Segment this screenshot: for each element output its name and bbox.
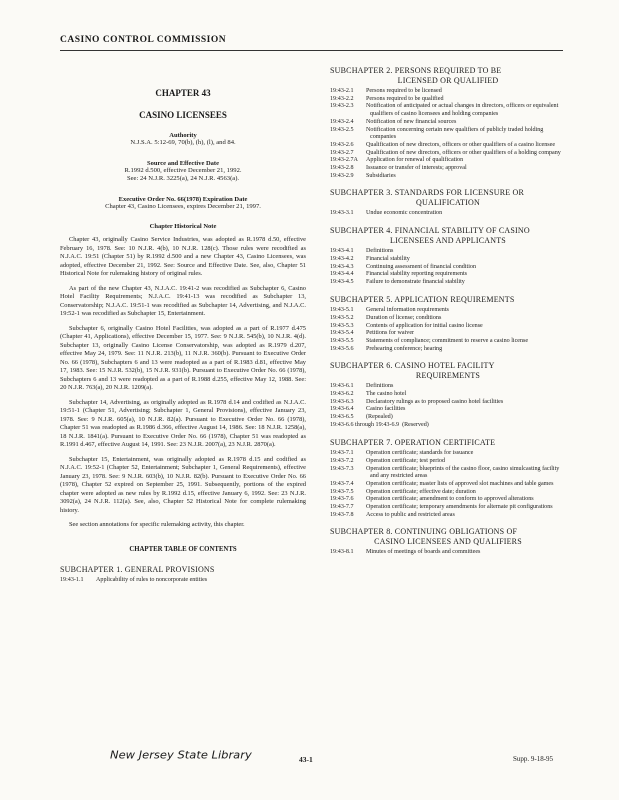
toc-entry [330, 119, 566, 127]
history-heading: Chapter Historical Note [149, 223, 217, 231]
section-title: Undue economic concentration [366, 210, 443, 217]
source-line: R.1992 d.500, effective December 21, 1992. [124, 166, 242, 174]
section-number: 19:43-7.3 [330, 465, 354, 472]
section-title: Operation certificate; temporary amendments for alternate pit configurations [366, 504, 553, 511]
toc-entry [330, 248, 566, 256]
subchapter-heading [330, 226, 566, 245]
section-number: 19:43-5.4 [330, 330, 354, 337]
chapter-title: CASINO LICENSEES [139, 110, 227, 120]
section-number: 19:43-7.8 [330, 511, 354, 518]
history-paragraph: Subchapter 15, Entertainment, was originally adopted as R.1978 d.15 and codified as N.J.A.C. 19:52-1 (Chapter 52, Entertainment; Subchapter 1, General Requirements), effective January 23, 1978. See: 9 N.J.R. 603(b), 10 N.J.R. 82(b). Pursuant to Executive Order No. 66 (1978), Chapter 52 expired on September 25, 1991. Subsequently, portions of the expired chapter were adopted as new rules by R.1992 d.15, effective January 6, 1992. See: 23 N.J.R. 3092(a), 24 N.J.R. 112(a). See, also, Chapter 52 Historical Note for complete rulemaking history. [60, 455, 306, 514]
exec-order-heading: Executive Order No. 66(1978) Expiration Date [118, 195, 248, 203]
toc-entries [60, 577, 306, 585]
toc-heading: CHAPTER TABLE OF CONTENTS [129, 545, 237, 553]
section-title: Petitions for waiver [366, 330, 415, 337]
subchapter-heading-line: SUBCHAPTER 3. STANDARDS FOR LICENSURE OR [330, 188, 525, 198]
subchapter-heading-line: LICENSED OR QUALIFIED [397, 75, 499, 85]
section-title: Prehearing conference; hearing [366, 345, 443, 352]
toc-entries [330, 307, 566, 353]
toc-entry [330, 279, 566, 287]
toc-entries [330, 88, 566, 180]
section-title: Persons required to be licensed [366, 88, 442, 94]
toc-entry [330, 496, 566, 504]
section-title: General information requirements [366, 307, 449, 314]
section-title: Statements of compliance; commitment to reserve a casino license [366, 337, 529, 344]
section-title: (Repealed) [366, 414, 393, 421]
subchapter-heading-line: SUBCHAPTER 7. OPERATION CERTIFICATE [330, 437, 496, 447]
subchapter-heading-line: SUBCHAPTER 6. CASINO HOTEL FACILITY [330, 361, 495, 371]
section-number: 19:43-6.4 [330, 406, 354, 413]
section-number: 19:43-6.5 [330, 414, 354, 421]
section-number: 19:43-2.1 [330, 88, 354, 94]
section-number: 19:43-6.6 through 19:43-6.9 [330, 421, 400, 428]
subchapter-heading-line: LICENSEES AND APPLICANTS [390, 235, 506, 245]
section-number: 19:43-8.1 [330, 549, 354, 556]
page-number: 43-1 [299, 755, 313, 764]
subchapter-heading [60, 565, 306, 575]
toc-entry [330, 315, 566, 323]
section-number: 19:43-2.7A [330, 157, 358, 164]
toc-entry [330, 307, 566, 315]
subchapter-heading-line: SUBCHAPTER 4. FINANCIAL STABILITY OF CASINO [330, 226, 530, 236]
section-title: Operation certificate; test period [366, 457, 446, 464]
subchapter-heading [330, 361, 566, 380]
section-number: 19:43-5.6 [330, 345, 354, 352]
toc-entry [330, 450, 566, 458]
section-number: 19:43-7.2 [330, 457, 354, 464]
section-number: 19:43-4.5 [330, 278, 354, 285]
toc-entry [330, 466, 566, 481]
section-title: Continuing assessment of financial condition [366, 263, 477, 270]
supplement-date: Supp. 9-18-95 [513, 755, 554, 763]
section-title: Operation certificate; master lists of approved slot machines and table games [366, 480, 554, 487]
section-number: 19:43-6.1 [330, 383, 354, 390]
toc-entry [330, 165, 566, 173]
section-title: Operation certificate; effective date; duration [366, 488, 476, 495]
header-rule [60, 50, 563, 51]
section-title: Financial stability [366, 255, 410, 262]
toc-entry [330, 504, 566, 512]
section-title: Operation certificate; standards for issuance [366, 450, 474, 457]
subchapter-heading [330, 295, 566, 305]
toc-entries [330, 383, 566, 429]
history-paragraph: Subchapter 6, originally Casino Hotel Facilities, was adopted as a part of R.1977 d.475 (Chapter 41, Applications), effective December 15, 1977. See: 9 N.J.R. 545(b), 10 N.J.R. 4(d). Subchapter 13, originally Casino License Conservatorship, was adopted as R.1979 d.207, effective May 24, 1979. See: 11 N.J.R. 213(b), 11 N.J.R. 360(b). Pursuant to Executive Order No. 66 (1978), Subchapters 6 and 13 were readopted as a part of R.1983 d.81, effective May 17, 1983. See: 15 N.J.R. 532(b), 15 N.J.R. 931(b). Pursuant to Executive Order No. 66 (1978), Subchapters 6 and 13 were readopted as a part of R.1988 d.255, effective May 12, 1988. See: 20 N.J.R. 763(a), 20 N.J.R. 1209(a). [60, 324, 306, 392]
toc-entry [330, 157, 566, 165]
section-number: 19:43-2.5 [330, 126, 354, 133]
section-title: Contents of application for initial casino license [366, 322, 483, 329]
section-title: Application for renewal of qualification [366, 157, 464, 164]
section-title: Subsidiaries [366, 172, 396, 179]
section-title: Qualification of new directors, officers or other qualifiers of a holding company [366, 149, 561, 156]
section-number: 19:43-1.1 [60, 577, 84, 584]
toc-entry [330, 481, 566, 489]
section-title: Notification concerning certain new qualifiers of publicly traded holding companies [366, 126, 544, 141]
section-number: 19:43-2.8 [330, 165, 354, 172]
section-title: Operation certificate; amendment to conform to approved alterations [366, 496, 534, 503]
section-title: Issuance or transfer of interests; approval [366, 165, 467, 172]
section-title: Access to public and restricted areas [366, 511, 455, 518]
section-title: Applicability of rules to noncorporate entities [96, 577, 208, 584]
subchapter-heading [330, 438, 566, 448]
section-title: Casino facilities [366, 406, 406, 413]
section-number: 19:43-5.3 [330, 322, 354, 329]
section-number: 19:43-2.4 [330, 118, 354, 125]
subchapter-heading-line: CASINO LICENSEES AND QUALIFIERS [374, 536, 522, 546]
section-number: 19:43-4.4 [330, 271, 354, 278]
section-title: Definitions [366, 248, 394, 255]
subchapter-heading-line: SUBCHAPTER 2. PERSONS REQUIRED TO BE [330, 66, 502, 75]
section-title: Duration of license; conditions [366, 314, 442, 321]
history-paragraph: Chapter 43, originally Casino Service Industries, was adopted as R.1978 d.50, effective February 16, 1978. See: 10 N.J.R. 4(b), 10 N.J.R. 128(c). Those rules were recodified as N.J.A.C. 19:51 (Chapter 51) by R.1992 d.500 and a new Chapter 43, Casino Licensees, was adopted, effective December 21, 1992. See: Source and Effective Date. See, also, Chapter 51 Historical Note for rulemaking history of original rules. [60, 236, 306, 278]
toc-entry [330, 458, 566, 466]
section-title: Notification of anticipated or actual changes in directors, officers or equivalent qualifiers of casino licensees and holding companies [366, 103, 559, 118]
subchapter-heading-line: SUBCHAPTER 1. GENERAL PROVISIONS [60, 564, 215, 574]
section-title: Persons required to be qualified [366, 95, 444, 102]
toc-entry [330, 88, 566, 96]
toc-entries [330, 450, 566, 519]
subchapter-heading [330, 188, 566, 207]
subchapter-heading-line: QUALIFICATION [416, 197, 480, 207]
section-number: 19:43-5.5 [330, 337, 354, 344]
section-number: 19:43-2.9 [330, 172, 354, 179]
running-head: CASINO CONTROL COMMISSION [60, 35, 227, 45]
toc-entry [330, 330, 566, 338]
toc-entry [330, 103, 566, 118]
exec-order-text: Chapter 43, Casino Licensees, expires December 21, 1997. [105, 202, 261, 210]
chapter-number: CHAPTER 43 [155, 88, 211, 98]
history-paragraph: See section annotations for specific rulemaking activity, this chapter. [69, 521, 245, 529]
subchapter-heading [330, 527, 566, 546]
section-number: 19:43-2.7 [330, 149, 354, 156]
toc-entry [330, 264, 566, 272]
source-line: See: 24 N.J.R. 3225(a), 24 N.J.R. 4563(a). [126, 175, 240, 183]
section-number: 19:43-6.3 [330, 398, 354, 405]
subchapter-heading-line: SUBCHAPTER 8. CONTINUING OBLIGATIONS OF [330, 527, 518, 537]
section-number: 19:43-4.2 [330, 255, 354, 262]
section-number: 19:43-2.6 [330, 141, 354, 148]
toc-entries [330, 210, 566, 218]
toc-entry [330, 142, 566, 150]
section-number: 19:43-2.3 [330, 103, 354, 110]
section-title: Declaratory rulings as to proposed casino hotel facilities [366, 398, 504, 405]
toc-entry [330, 422, 566, 430]
section-title: Definitions [366, 383, 394, 390]
section-number: 19:43-3.1 [330, 210, 354, 217]
section-number: 19:43-7.5 [330, 488, 354, 495]
toc-entries [330, 248, 566, 287]
toc-entry [330, 512, 566, 520]
toc-entry [330, 271, 566, 279]
toc-entry [330, 256, 566, 264]
history-paragraph: Subchapter 14, Advertising, as originally adopted as R.1978 d.14 and codified as N.J.A.C. 19:51-1 (Chapter 51, Advertising; Subchapter 1, General Provisions), effective January 23, 1978. See: 9 N.J.R. 605(a), 10 N.J.R. 82(a). Pursuant to Executive Order No. 66 (1978), Chapter 51 was readopted as R.1986 d.366, effective August 14, 1986. See: 18 N.J.R. 1258(a), 18 N.J.R. 1841(a). Pursuant to Executive Order No. 66 (1978), Chapter 51 was readopted as R.1991 d.467, effective August 14, 1991. See: 23 N.J.R. 2007(a), 23 N.J.R. 2870(a). [60, 398, 306, 449]
source-heading: Source and Effective Date [147, 159, 219, 167]
authority-heading: Authority [169, 132, 197, 139]
history-paragraph: As part of the new Chapter 43, N.J.A.C. 19:41-2 was recodified as Subchapter 6, Casino Hotel Facility Requirements; N.J.A.C. 19:41-13 was recodified as Subchapter 13, Conservatorship; N.J.A.C. 19:51-1 was recodified as Subchapter 14, Advertising, and N.J.A.C. 19:52-1 was recodified as Subchapter 15, Entertainment. [60, 284, 306, 318]
section-title: Operation certificate; blueprints of the casino floor, casino simulcasting facility and any restricted areas [366, 465, 560, 480]
toc-entry [330, 549, 566, 557]
toc-entry [60, 577, 306, 585]
subchapter-heading-line: REQUIREMENTS [415, 370, 481, 380]
subchapter-heading-line: SUBCHAPTER 5. APPLICATION REQUIREMENTS [330, 294, 515, 304]
section-title: Notification of new financial sources [366, 118, 457, 125]
section-number: 19:43-4.3 [330, 263, 354, 270]
left-column [60, 70, 306, 585]
section-number: 19:43-5.2 [330, 314, 354, 321]
section-number: 19:43-6.2 [330, 391, 354, 398]
section-title: Qualification of new directors, officers or other qualifiers of a casino licensee [366, 141, 556, 148]
authority-text: N.J.S.A. 5:12-69, 70(b), (h), (l), and 84. [130, 139, 236, 146]
subchapter-heading [330, 66, 566, 85]
right-column [330, 66, 566, 557]
toc-entry [330, 346, 566, 354]
section-number: 19:43-5.1 [330, 307, 354, 314]
section-number: 19:43-2.2 [330, 95, 354, 102]
section-number: 19:43-7.7 [330, 504, 354, 511]
section-title: Failure to demonstrate financial stability [366, 278, 465, 285]
toc-entry [330, 210, 566, 218]
section-title: (Reserved) [402, 421, 429, 428]
section-number: 19:43-4.1 [330, 248, 354, 255]
section-title: Financial stability reporting requirements [366, 271, 468, 278]
toc-entry [330, 414, 566, 422]
toc-entries [330, 549, 566, 557]
section-number: 19:43-7.4 [330, 480, 354, 487]
toc-entry [330, 338, 566, 346]
section-title: Minutes of meetings of boards and committees [366, 549, 481, 556]
section-number: 19:43-7.6 [330, 496, 354, 503]
toc-entry [330, 383, 566, 391]
toc-entry [330, 127, 566, 142]
toc-entry [330, 391, 566, 399]
toc-entry [330, 173, 566, 181]
section-number: 19:43-7.1 [330, 450, 354, 457]
section-title: The casino hotel [366, 391, 407, 398]
library-stamp: New Jersey State Library [110, 748, 252, 762]
